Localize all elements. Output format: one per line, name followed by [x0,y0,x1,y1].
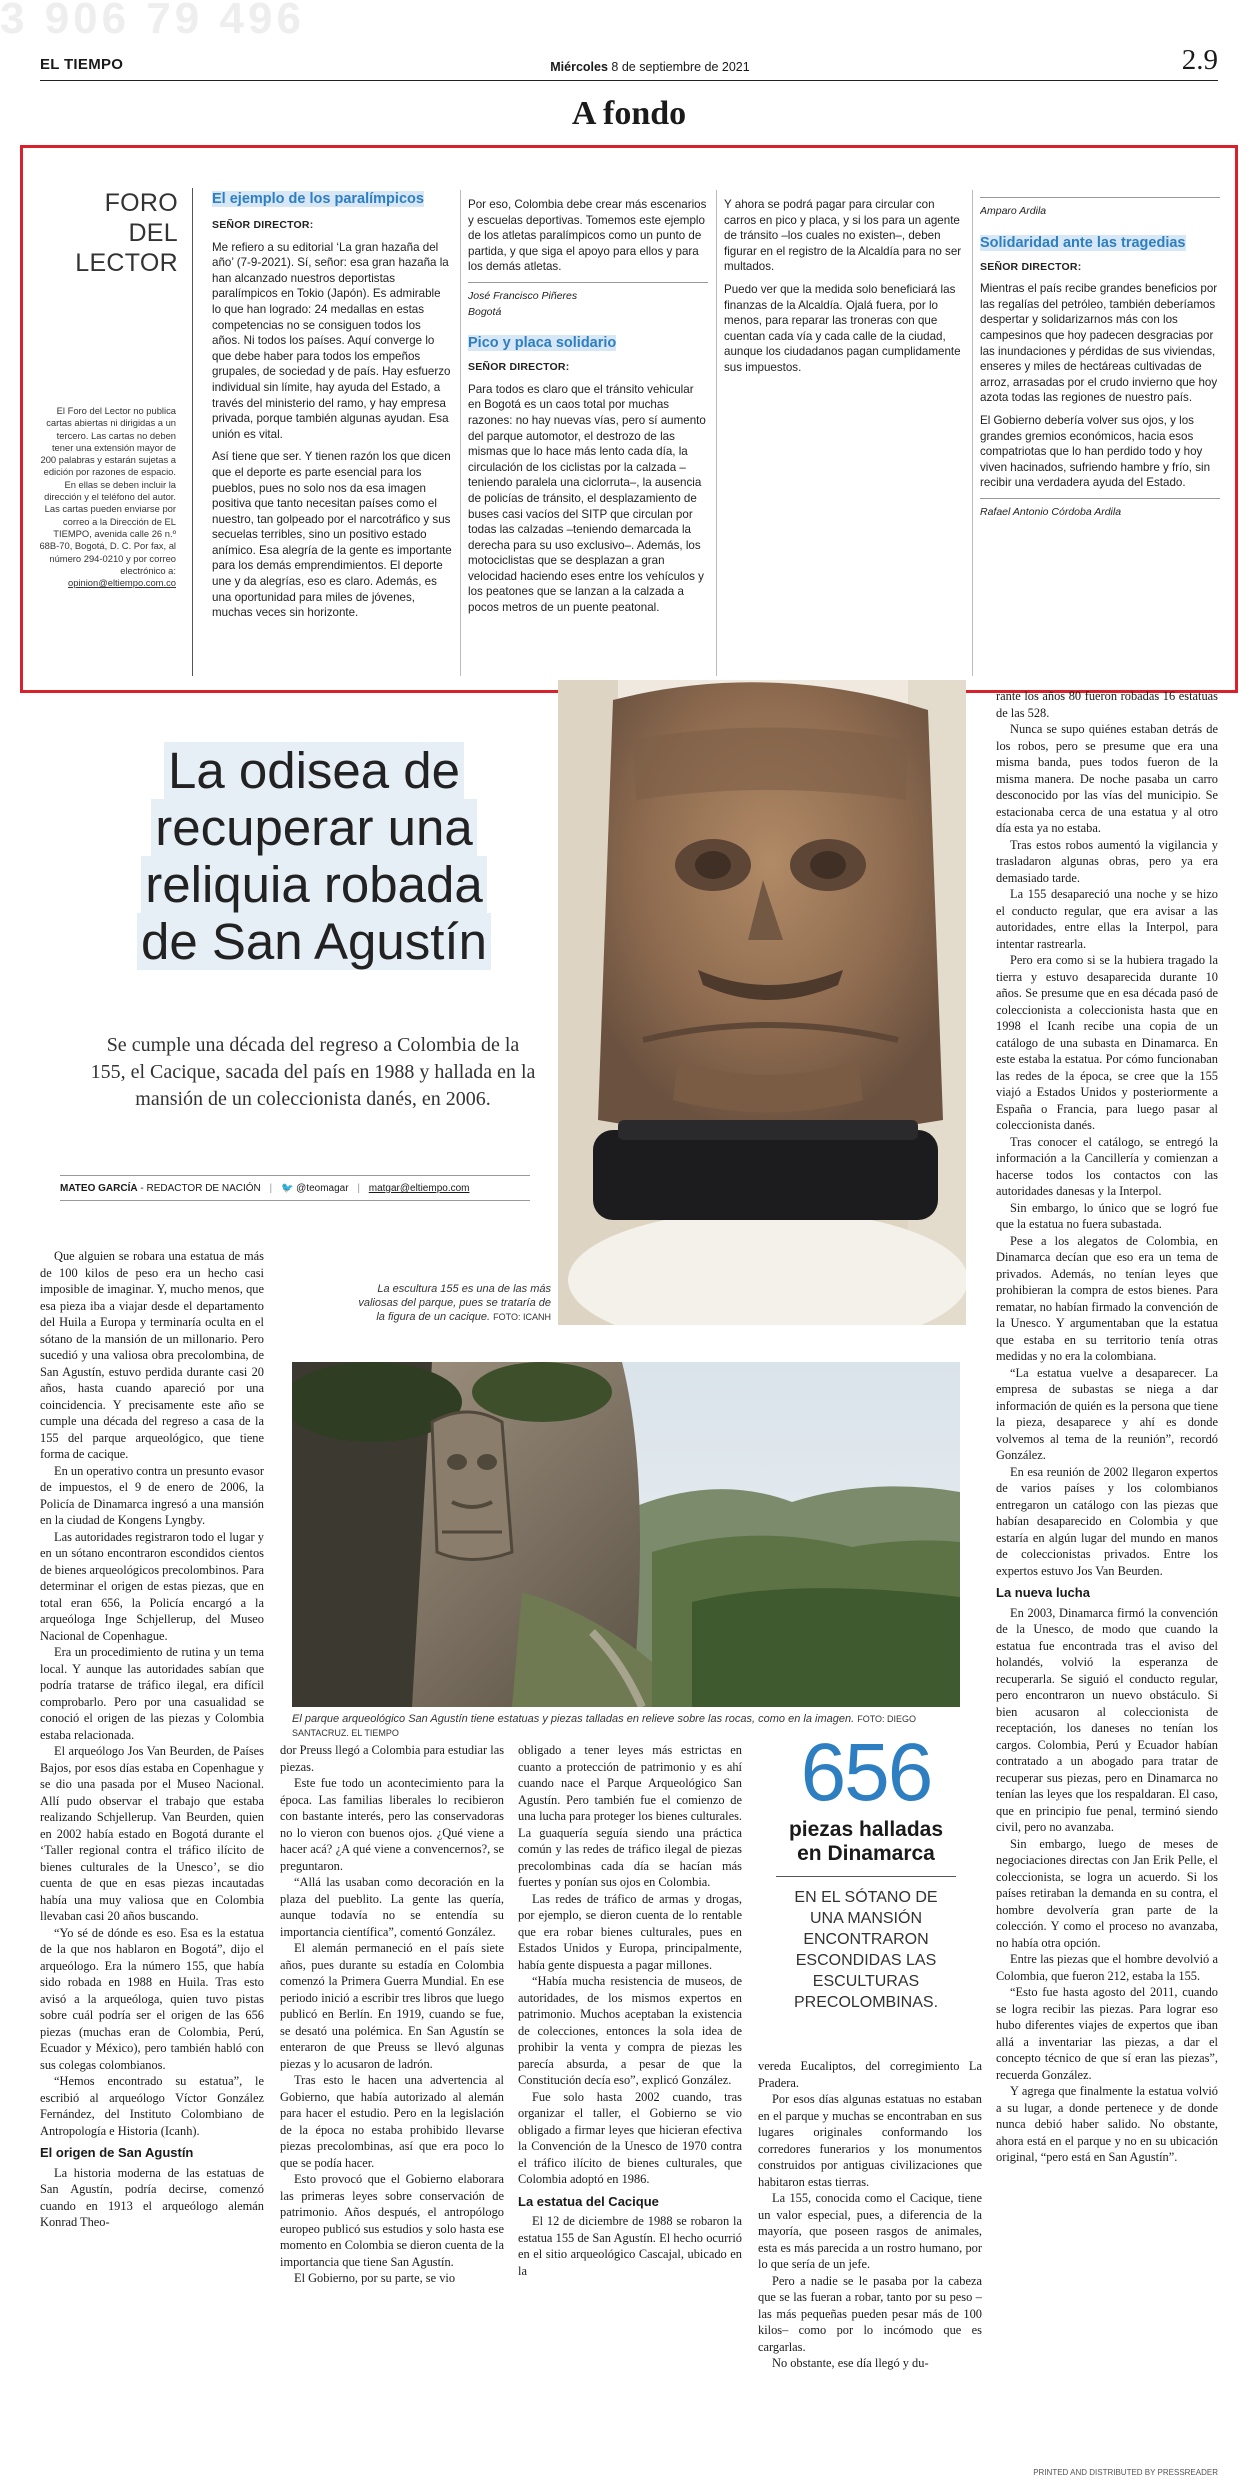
article-paragraph: obligado a tener leyes más estrictas en cuanto a protección de patrimonio y es ahí cuando nace el Parque Arqueológico San Agustín. Pero también fue el comienzo de una lucha para proteger los bienes culturales. La guaquería seguía siendo una práctica común y las redes de tráfico ilegal de piezas precolombinas cada día se hacían más fuertes y ponían sus ojos en Colombia. [518,1743,742,1889]
article-paragraph: El alemán permaneció en el país siete años, pues durante su estadía en Colombia comenzó la Primera Guerra Mundial. En ese periodo inició a escribir tres libros que luego publicó en Berlín. En 1919, cuando se fue, se desató una polémica. En San Agustín se enteraron de que Preuss se llevó algunas piezas y lo acusaron de ladrón. [280,1941,504,2071]
park-caption-text: El parque arqueológico San Agustín tiene estatuas y piezas talladas en relieve sobre las rocas, como en la imagen. [292,1713,855,1725]
article-paragraph: Nunca se supo quiénes estaban detrás de los robos, pero se presume que era una misma banda, pues todos fueron de la misma manera. De noche pasaba un carro desconocido por las vías del municipio. Se estacionaba cerca de una estatua y al otro día esta ya no estaba. [996,722,1218,835]
article-paragraph: Por esos días algunas estatuas no estaban en el parque y muchas se encontraban en sus lugares originales conformando los corredores funerarios y los monumentos construidos por antiguas civilizaciones que habitaron estas tierras. [758,2092,982,2189]
article-paragraph: dor Preuss llegó a Colombia para estudiar las piezas. [280,1743,504,1774]
article-paragraph: En 2003, Dinamarca firmó la convención de la Unesco, de modo que cuando la estatua fue encontrada tras el aviso del holandés, volvió la esperanza de recuperarla. Se siguió el conducto regular, pero encontraron un nuevo obstáculo. Si bien acusaron al coleccionista de receptación, los daneses no tenían los cargos. Colombia, Perú y Ecuador habían contratado a un abogado para tratar de recuperar sus piezas, pero en Dinamarca no tenían las leyes que los respaldaran. El caso, que en principio fue penal, terminó siendo civil, pero no avanzaba. [996,1605,1218,1834]
letter-3-para-1: Mientras el país recibe grandes beneficios por las regalías del petróleo, también deberíamos despertar y solidarizarnos más con los campesinos que hoy padecen desgracias por las inundaciones y pérdidas de sus viviendas, enseres y miles de hectáreas cultivadas de arroz, arrasadas por el crudo invierno que hoy azota todas las regiones de nuestro país. [980,282,1218,405]
article-paragraph: En esa reunión de 2002 llegaron expertos de varios países y los colombianos entregaron un catálogo con las piezas que habían desaparecido en Colombia y que estaría en algún lugar del mundo en manos de coleccionistas privados. Entre los expertos estuvo Jos Van Beurden. [996,1464,1218,1578]
forum-rules-text: El Foro del Lector no publica cartas abiertas ni dirigidas a un tercero. Las cartas no deben tener una extensión mayor de 200 palabras y estarán sujetas a edición por razones de espacio. En ellas se deben incluir la dirección y el teléfono del autor. Las cartas pueden enviarse por correo a la Dirección de EL TIEMPO, avenida calle 26 n.º 68B-70, Bogotá, D. C. Por fax, al número 294-0210 y por correo electrónico a: [39,405,176,576]
letter-1-para-1: Me refiero a su editorial ‘La gran hazaña del año’ (7-9-2021). Sí, señor: esa gran hazaña la han alcanzado nuestros deportistas paralímpicos en Tokio (Japón). Es admirable lo que han logrado: 24 medallas en estas competencias no se consiguen todos los años. Ni todos los países. Aquí converge lo que debe haber para todos los empeños grupales, de sociedad y de país. Hay esfuerzo individual sin límite, hay ayuda del Estado, a través del ministerio del ramo, y hay empresa privada, porque también algunas ayudan. Esa unión es vital. [212,240,451,441]
article-column-3 [518,1742,742,2463]
author-twitter[interactable]: @teomagar [296,1183,349,1194]
forum-column-3 [724,190,964,680]
article-paragraph: Esto provocó que el Gobierno elaborara las primeras leyes sobre conservación de patrimonio. Años después, el antropólogo europeo publicó sus estudios y solo hasta ese momento en Colombia se dieron cuenta de la importancia que tiene San Agustín. [280,2172,504,2269]
article-paragraph: La 155, conocida como el Cacique, tiene un valor especial, pues, a diferencia de la mayoría, que poseen rasgos de animales, esta es más parecida a un rostro humano, por lo que sería de un jefe. [758,2191,982,2271]
article-paragraph: vereda Eucaliptos, del corregimiento La Pradera. [758,2059,982,2090]
statue-photo [558,680,966,1325]
article-paragraph: “Yo sé de dónde es eso. Esa es la estatua de la que nos hablaron en Bogotá”, dijo el arqueólogo. Era la número 155, que había sido robada en 1988 en Huila. Tras esto avisó a la arqueóloga, quien tuvo pistas sobre cuál podría ser el origen de las 656 piezas (muchas eran de Colombia, Perú, Ecuador y México), pero también habló con sus colegas colombianos. [40,1925,264,2072]
forum-divider-2 [716,190,717,676]
article-paragraph: Las redes de tráfico de armas y drogas, por ejemplo, se dieron cuenta de lo rentable que era robar bienes culturales, pues en Estados Unidos y Europa, principalmente, había gente dispuesta a pagar millones. [518,1891,742,1972]
article-paragraph: Sin embargo, luego de meses de negociaciones directas con Jan Erik Pelle, el coleccionista, se logra un acuerdo. Si los países retiraban la demanda en su contra, el hombre devolvería gran parte de la colección. Y como el proceso no avanzaba, no había otra opción. [996,1836,1218,1950]
article-paragraph: Y agrega que finalmente la estatua volvió a su lugar, a donde pertenece y de donde nunca debió haber salido. No obstante, ahora está en el parque y no en su ubicación original, “pero está en San Agustín”. [996,2084,1218,2164]
letter-3-salutation: SEÑOR DIRECTOR: [980,260,1082,273]
article-paragraph: “La estatua vuelve a desaparecer. La empresa de subastas se niega a dar información de quién es la persona que tiene la pieza, desaparece y ahí es donde volvemos al tema de la reunión”, recordó González. [996,1365,1218,1462]
article-paragraph: Pese a los alegatos de Colombia, en Dinamarca decían que eso era un tema de privados. Además, no tenían leyes que prohibieran la compra de estos bienes. Para rematar, no habían firmado la convención de la Unesco. Y argumentaban que la estatua que estaba en su territorio tenía otras medidas y no era la colombiana. [996,1233,1218,1363]
masthead-date [520,60,780,74]
article-deck: Se cumple una década del regreso a Colombia de la 155, el Cacique, sacada del país en 1988 y hallada en la mansión de un coleccionista danés, en 2006. [90,1034,536,1110]
article-paragraph: Pero a nadie se le pasaba por la cabeza que se las fueran a robar, tanto por su peso –las más pequeñas pueden pesar más de 100 kilos– como por lo incómodo que es cargarlas. [758,2273,982,2354]
letter-1-signature: José Francisco Piñeres Bogotá [468,282,708,320]
section-subheading: El origen de San Agustín [40,2145,194,2160]
forum-title: FORO DEL LECTOR [75,189,178,277]
byline: MATEO GARCÍA - REDACTOR DE NACIÓN | 🐦 @teomagar | matgar@eltiempo.com [60,1183,470,1194]
author-role: - REDACTOR DE NACIÓN [140,1183,261,1194]
masthead-date-day: Miércoles [550,60,608,74]
twitter-icon: 🐦 [280,1183,294,1194]
statue-illustration [558,680,966,1325]
article-paragraph: Este fue todo un acontecimiento para la época. Las familias liberales lo recibieron con bastante interés, pero las conservadoras no lo vieron con buenos ojos. ¿Qué viene a hacer acá? ¿A qué viene a convencernos?, se preguntaron. [280,1776,504,1873]
masthead [40,44,1218,82]
article-column-5 [996,688,1218,2463]
article-paragraph: Tras esto le hacen una advertencia al Gobierno, que había autorizado al alemán para hacer el estudio. Pero en la legislación de la época no estaba prohibido llevarse piezas precolombinas, así que era poco lo que se podía hacer. [280,2073,504,2170]
forum-divider-1 [460,190,461,676]
letter-3-title: Solidaridad ante las tragedias [980,234,1186,251]
letter-1-para-2: Así tiene que ser. Y tienen razón los que dicen que el deporte es parte esencial para los pueblos, pues no solo nos da esa imagen positiva que tanto necesitan países como el nuestro, tan golpeado por el narcotráfico y sus secuelas terribles, sino un positivo estado anímico. Esa alegría de la gente es importante para los demás emprendimientos. El deporte une y da alegrías, eso es claro. Además, es una oportunidad para miles de jóvenes, muchas veces sin horizonte. [212,450,452,620]
letter-2-para-1: Para todos es claro que el tránsito vehicular en Bogotá es un caos total por muchas razones: no hay nuevas vías, pero sí aumento del parque automotor, el destrozo de las mismas que lo hace más lento cada día, la circulación de los ciclistas por la calzada –teniendo paralela una ciclorruta–, la ausencia de policías de tránsito, el desplazamiento de buses casi vacíos del SITP que circulan por todas las calzadas –teniendo demarcada la derecha para su uso exclusivo–. Además, los motociclistas que se desplazan a gran velocidad haciendo eses entre los vehículos y los peatones que se lanzan a la calzada a pocos metros de un puente peatonal. [468,382,706,615]
stat-text: EN EL SÓTANO DE UNA MANSIÓN ENCONTRARON ESCONDIDAS LAS ESCULTURAS PRECOLOMBINAS. [793,1889,939,2011]
masthead-logo: EL TIEMPO [40,56,124,73]
byline-rule [60,1175,530,1176]
statue-caption-credit: FOTO: ICANH [493,1312,551,1322]
stat-label: piezas halladas en Dinamarca [788,1818,944,1865]
article-column-4 [758,2058,982,2463]
forum-divider-3 [972,190,973,676]
forum-divider-0 [192,188,193,676]
letter-2-signature: Amparo Ardila [980,197,1220,220]
article-paragraph: Pero era como si se la hubiera tragado la tierra y estuvo desaparecida durante 10 años. Se presume que en esa década pasó de coleccionista a coleccionista hasta que en 1998 el Icanh recibe una copia de un catálogo de una subasta en Dinamarca. En este estaba la estatua. Por cómo funcionaban las redes de la época, se cree que la 155 viajó a Estados Unidos y posteriormente a España o Francia, para luego pasar al coleccionista danés. [996,953,1218,1132]
author-name: MATEO GARCÍA [60,1183,138,1194]
masthead-rule [40,80,1218,81]
article-headline [120,742,508,970]
article-paragraph: “Hemos encontrado su estatua”, le escribió al arqueólogo Víctor González Fernández, del Instituto Colombiano de Antropología e Historia (Icanh). [40,2074,264,2138]
letter-2-title: Pico y placa solidario [468,335,617,352]
article-paragraph: Fue solo hasta 2002 cuando, tras organizar el taller, el Gobierno se vio obligado a firmar leyes que hicieran efectiva la Convención de la Unesco de 1970 contra el tráfico ilícito de bienes culturales, que Colombia adoptó en 1986. [518,2089,742,2186]
article-paragraph: En un operativo contra un presunto evasor de impuestos, el 9 de enero de 2006, la Policía de Dinamarca ingresó a una mansión en la ciudad de Kongens Lyngby. [40,1463,264,1527]
masthead-date-rest: 8 de septiembre de 2021 [611,60,750,74]
page-number: 2.9 [1181,44,1218,76]
letter-1-salutation: SEÑOR DIRECTOR: [212,219,314,231]
letter-2-salutation: SEÑOR DIRECTOR: [468,361,570,374]
statue-caption-text: La escultura 155 es una de las más valiosas del parque, pues se trataría de la figura de un cacique. [358,1283,551,1323]
pressreader-footer: PRINTED AND DISTRIBUTED BY PRESSREADER [1033,2468,1218,2477]
background-watermark: 3 906 79 496 [0,0,305,43]
forum-column-2 [468,190,708,680]
article-paragraph: Que alguien se robara una estatua de más de 100 kilos de peso era un hecho casi imposible de imaginar. Y, mucho menos, que esa pieza iba a viajar desde el departamento del Huila a Europa y terminaría oculta en el sótano de la mansión de un millonario. Pero sucedió y una valiosa obra precolombina, de San Agustín, estuvo perdida durante casi 20 años, hasta cuando apareció por una coincidencia. Y precisamente este año se cumple una década del regreso a casa de la 155 del parque arqueológico, que tiene forma de cacique. [40,1249,264,1461]
statue-photo-caption [356,1282,551,1324]
byline-rule-bottom [60,1200,530,1201]
letter-3-para-2: El Gobierno debería volver sus ojos, y los grandes gremios económicos, hacia esos compatriotas que lo han perdido todo y hoy viven hacinados, sufriendo hambre y frío, sin recibir una verdadera ayuda del Estado. [980,413,1211,490]
article-paragraph: “Había mucha resistencia de museos, de autoridades, de los mismos expertos en patrimonio. Muchos aceptaban la existencia de colecciones, entonces la sola idea de prohibir la venta y compra de piezas les parecía absurda, a pesar de que la Constitución decía eso”, explicó González. [518,1974,742,2087]
article-column-1 [40,1248,264,2463]
section-subheading: La estatua del Cacique [518,2193,659,2209]
article-paragraph: Tras estos robos aumentó la vigilancia y trasladaron algunas obras, pero ya era demasiado tarde. [996,837,1218,885]
letter-2-para-3: Puedo ver que la medida solo beneficiará las finanzas de la Alcaldía. Ojalá fuera, por lo menos, para reparar las troneras con que cuentan cada vía y cada calle de la ciudad, aunque los ciudadanos pagan cumplidamente sus impuestos. [724,282,961,374]
forum-column-4 [980,190,1220,680]
stat-number: 656 [800,1727,932,1818]
headline-text: La odisea de recuperar una reliquia robada de San Agustín [137,742,491,970]
stat-box [776,1727,956,2013]
article-paragraph: Entre las piezas que el hombre devolvió a Colombia, que fueron 212, estaba la 155. [996,1952,1218,1983]
article-paragraph: Las autoridades registraron todo el lugar y en un sótano encontraron escondidos cientos de bienes arqueológicos precolombinos. Para determinar el origen de estas piezas, que en total eran 656, la Policía encargó a la arqueóloga Inge Schjellerup, del Museo Nacional de Copenhague. [40,1529,264,1643]
article-paragraph: “Esto fue hasta agosto del 2011, cuando se logra recibir las piezas. Para lograr eso hubo diferentes viajes de expertos que iban allá a inventariar las piezas, a dar el concepto técnico de que sí eran las piezas”, recuerda González. [996,1985,1218,2082]
park-photo [292,1362,960,1707]
forum-email-link[interactable]: opinion@eltiempo.com.co [67,577,176,589]
article-paragraph: Sin embargo, lo único que se logró fue que la estatua no fuera subastada. [996,1200,1218,1231]
article-paragraph: No obstante, ese día llegó y du- [772,2356,929,2370]
forum-rules [38,405,176,589]
letter-2-para-2: Y ahora se podrá pagar para circular con carros en pico y placa, y si los para un agente de tránsito –los cuales no existen–, deben figurar en el registro de la Alcaldía para no ser multados. [724,198,962,274]
section-title: A fondo [571,95,687,132]
article-paragraph: El arqueólogo Jos Van Beurden, de Países Bajos, por esos días estaba en Copenhague y se dio una pasada por el Museo Nacional. Allí pudo observar el trabajo que estaba realizando Schjellerup. Van Beurden, quien en 2002 había estado en Bogotá durante el ‘Taller regional contra el tráfico ilícito de bienes culturales de la Unesco’, se dio cuenta de que en esas piezas incautadas había una muy valiosa que en Colombia llevaban casi 20 años buscando. [40,1744,264,1923]
article-paragraph: Era un procedimiento de rutina y un tema local. Y aunque las autoridades sabían que podría tratarse de tráfico ilegal, era difícil comprobarlo. Pero por una casualidad se conoció el origen de las piezas y Colombia estaba relacionada. [40,1645,264,1742]
article-paragraph: Tras conocer el catálogo, se entregó la información a la Cancillería y comienzan a hacerse todos los contactos con las autoridades danesas y la Interpol. [996,1134,1218,1198]
section-subheading: La nueva lucha [996,1585,1090,1600]
article-paragraph: La historia moderna de las estatuas de San Agustín, podría decirse, comenzó cuando en 1913 el arqueólogo alemán Konrad Theo- [40,2165,264,2229]
article-paragraph: La 155 desapareció una noche y se hizo el conducto regular, que era avisar a las autoridades, entre ellas la Interpol, para intentar rastrearla. [996,887,1218,951]
letter-1-title: El ejemplo de los paralímpicos [212,191,424,207]
article-column-2 [280,1742,504,2463]
park-illustration [292,1362,960,1707]
author-email-link[interactable]: matgar@eltiempo.com [368,1183,470,1194]
article-paragraph: “Allá las usaban como decoración en la plaza del pueblito. La gente las quería, aunque todavía no se entendía su importancia científica”, comentó González. [280,1875,504,1939]
article-paragraph: rante los años 80 fueron robadas 16 estatuas de las 528. [996,689,1218,720]
article-paragraph: El Gobierno, por su parte, se vio [294,2271,456,2285]
park-caption-credit: FOTO: DIEGO SANTACRUZ. EL TIEMPO [292,1714,917,1738]
letter-1-para-3: Por eso, Colombia debe crear más escenarios y escuelas deportivas. Tomemos este ejemplo de los atletas paralímpicos como un punto de partida, y que siga el apoyo para ellos y para los demás atletas. [468,198,707,274]
stat-rule [776,1876,956,1877]
letter-3-signature: Rafael Antonio Córdoba Ardila [980,498,1220,521]
article-paragraph: El 12 de diciembre de 1988 se robaron la estatua 155 de San Agustín. El hecho ocurrió en el sitio arqueológico Cascajal, ubicado en la [518,2214,742,2278]
forum-column-1 [212,190,452,680]
